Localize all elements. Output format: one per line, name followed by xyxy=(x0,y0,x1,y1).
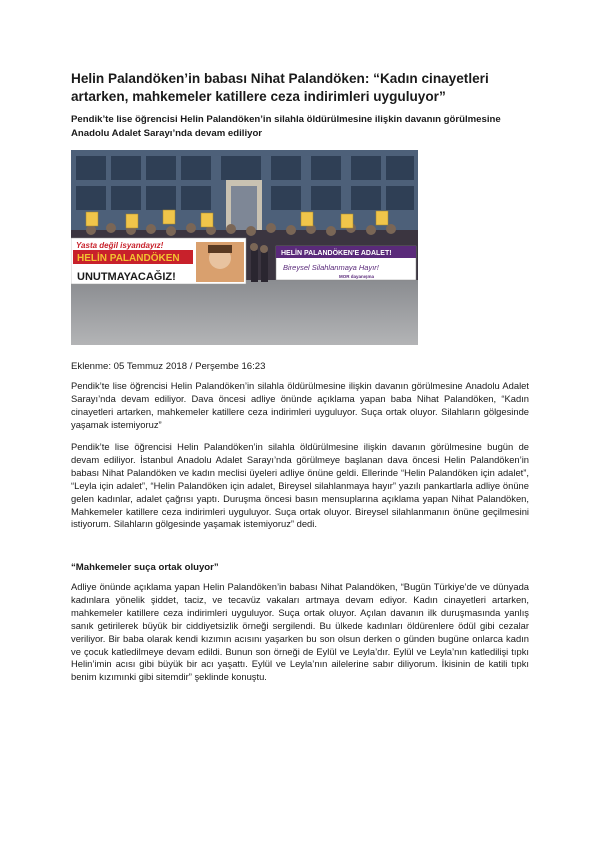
banner-right-line2: Bireysel Silahlanmaya Hayır! xyxy=(283,263,379,272)
section-heading: “Mahkemeler suça ortak oluyor” xyxy=(71,562,219,573)
banner-right-line1: HELİN PALANDÖKEN'E ADALET! xyxy=(281,250,392,257)
left-banner xyxy=(71,238,246,284)
right-banner xyxy=(276,246,416,280)
banner-left-line1: Yasta değil isyandayız! xyxy=(76,241,164,250)
body-paragraph-2: Adliye önünde açıklama yapan Helin Palandöken’in babası Nihat Palandöken, “Bugün Türkiye’de ve dünyada kadınlara yönelik şiddet, taciz, ve tecavüz vakaları artmaya devam ediyor. Kadın cinayetleri artarken, mahkemeler katillere ceza indirimleri uyguluyor. Suça ortak oluyor. Açılan davanın ilk duruşmasında yanlış sanık getirilerek büyük bir ciddiyetsizlik örneği sergilendi. Bu ülkede kadınları öldürenlere ödül gibi cezalar veriliyor. Bir baba olarak kendi kızımın acısını yaşarken bu son olsun derken o günden bugüne onlarca kadın ve çocuk katledilmeye devam edildi. Bunun son örneği de Eylül ve Leyla’dır. Eylül ve Leyla’nın katledilişi tıpkı Helin’imin acısı gibi büyük bir acı yaşattı. Eylül ve Leyla’nın ailelerine sabır diliyorum. İkisinin de katili tıpkı benim kızımınki gibi sitemdir” şeklinde konuştu. xyxy=(71,581,529,683)
body-paragraph-1: Pendik’te lise öğrencisi Helin Palandöken’in silahla öldürülmesine ilişkin davanın görülmesine bugün de devam ediliyor. İstanbul Anadolu Adalet Sarayı’nda görülmeye başlanan dava öncesi Helin Palandöken’in babası Nihat Palandöken ve kadın meclisi üyeleri adliye önüne geldi. Ellerinde “Helin Palandöken için adalet”, “Leyla için adalet”, “Helin Palandöken için adalet, Bireysel silahlanmaya hayır” yazılı pankartlarla adliye önüne gelen kadınlar, adalet çağrısı yaptı. Duruşma öncesi basın mensuplarına açıklama yapan Nihat Palandöken, Mahkemeler katillere ceza indirimleri uyguluyor. Suça ortak oluyor. Bireysel silahlanmanın önüne geçilmesini istiyorum. Silahların gölgesinde yaşamak istemiyoruz” dedi. xyxy=(71,441,529,530)
article-photo xyxy=(71,150,418,345)
publish-date: Eklenme: 05 Temmuz 2018 / Perşembe 16:23 xyxy=(71,361,266,372)
article-subtitle: Pendik’te lise öğrencisi Helin Palandöken’in silahla öldürülmesine ilişkin davanın görülmesine Anadolu Adalet Sarayı’nda devam ediliyor xyxy=(71,114,501,139)
banner-left-line2: HELİN PALANDÖKEN xyxy=(77,253,180,264)
banner-left-line3: UNUTMAYACAĞIZ! xyxy=(77,271,176,283)
protest-photo-illustration xyxy=(71,150,418,345)
banner-right-logo: MOR dayanışma xyxy=(339,274,375,279)
lead-paragraph: Pendik’te lise öğrencisi Helin Palandöken’in silahla öldürülmesine ilişkin davanın görülmesine Anadolu Adalet Sarayı’nda devam ediliyor. Dava öncesi adliye önünde açıklama yapan baba Nihat Palandöken, “Kadın cinayetleri artarken, mahkemeler katillere ceza indirimleri uyguluyor. Suça ortak oluyor. Silahların gölgesinde yaşamak istemiyoruz” xyxy=(71,380,529,430)
article-title: Helin Palandöken’in babası Nihat Palandöken: “Kadın cinayetleri artarken, mahkemeler katillere ceza indirimleri uyguluyor” xyxy=(71,71,489,104)
